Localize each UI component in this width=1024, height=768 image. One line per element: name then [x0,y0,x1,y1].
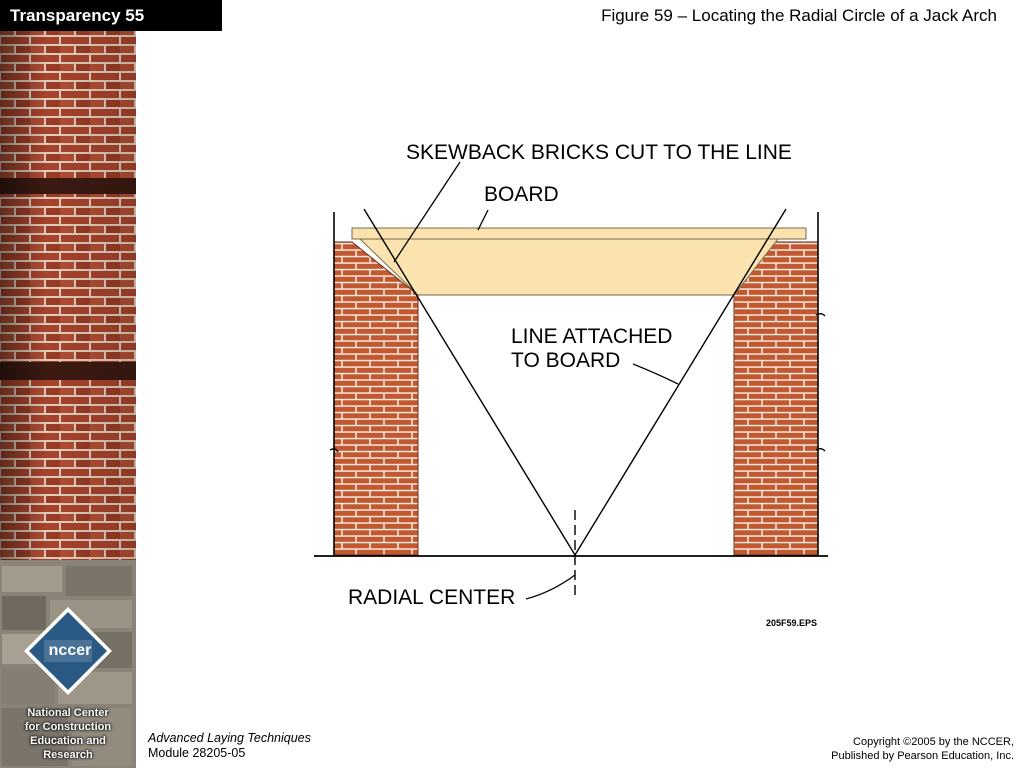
board-leader [478,210,488,230]
board-label: BOARD [484,183,559,206]
publisher-line: Published by Pearson Education, Inc. [831,750,1014,762]
org-name-line: Research [43,749,93,761]
skewback-label: SKEWBACK BRICKS CUT TO THE LINE [406,141,792,164]
module-info [148,731,311,761]
org-name [0,706,136,762]
left-brick-pier [334,242,418,555]
line-leader [633,364,678,384]
to-board-label: TO BOARD [511,349,621,372]
copyright-line: Copyright ©2005 by the NCCER, [853,736,1014,748]
course-title: Advanced Laying Techniques [148,731,311,745]
logo-wordmark: nccer [48,642,92,659]
radial-center-label: RADIAL CENTER [348,586,516,609]
org-name-line: Education and [30,735,106,747]
org-name-line: for Construction [24,721,112,733]
sidebar-photo [0,0,136,768]
transparency-badge: Transparency 55 [0,0,222,31]
board [352,228,806,295]
line-attached-label: LINE ATTACHED [511,325,673,348]
file-id-label: 205F59.EPS [766,618,818,628]
right-brick-pier [734,242,818,555]
figure-title: Figure 59 – Locating the Radial Circle of a Jack Arch [601,6,997,25]
module-number: Module 28205-05 [148,746,246,760]
jack-arch-diagram [300,120,860,640]
copyright [831,735,1014,763]
radial-center-leader [526,575,575,599]
brick-wall-photo [0,0,136,768]
org-name-line: National Center [27,707,109,719]
